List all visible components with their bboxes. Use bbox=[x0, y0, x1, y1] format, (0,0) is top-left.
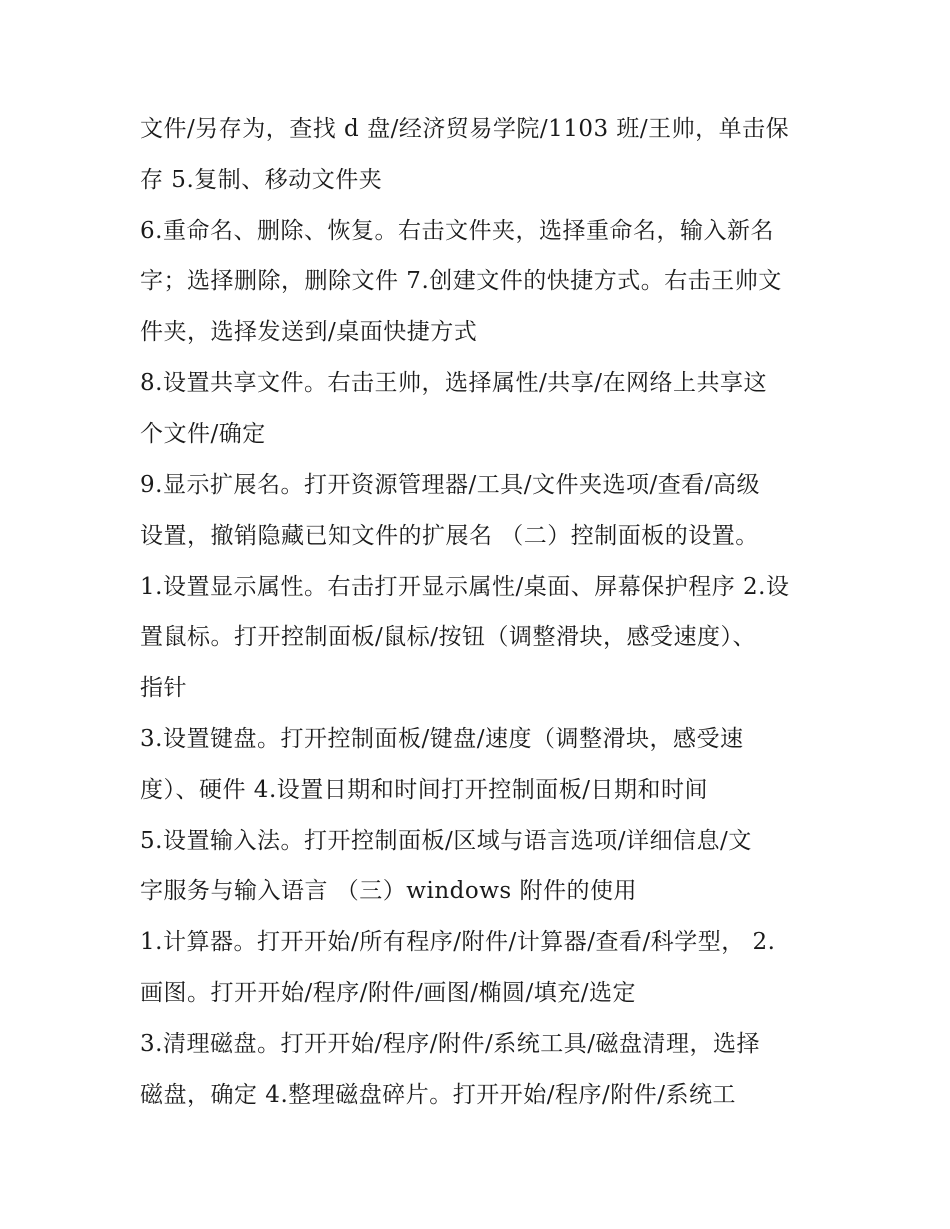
text-line: 个文件/确定 bbox=[140, 421, 266, 447]
text-line: 置鼠标。打开控制面板/鼠标/按钮（调整滑块，感受速度）、 bbox=[140, 624, 756, 650]
text-line: 3.清理磁盘。打开开始/程序/附件/系统工具/磁盘清理，选择 bbox=[140, 1031, 760, 1057]
text-line: 8.设置共享文件。右击王帅，选择属性/共享/在网络上共享这 bbox=[140, 370, 767, 396]
text-line: 指针 bbox=[140, 675, 187, 701]
text-line: 画图。打开开始/程序/附件/画图/椭圆/填充/选定 bbox=[140, 980, 636, 1006]
text-line: 3.设置键盘。打开控制面板/键盘/速度（调整滑块，感受速 bbox=[140, 726, 744, 752]
text-line: 字；选择删除，删除文件 7.创建文件的快捷方式。右击王帅文 bbox=[140, 268, 782, 294]
text-line: 件夹，选择发送到/桌面快捷方式 bbox=[140, 319, 478, 345]
text-line: 存 5.复制、移动文件夹 bbox=[140, 167, 383, 193]
text-line: 设置，撤销隐藏已知文件的扩展名 （二）控制面板的设置。 bbox=[140, 523, 759, 549]
text-line: 度）、硬件 4.设置日期和时间打开控制面板/日期和时间 bbox=[140, 777, 709, 803]
text-line: 文件/另存为，查找 d 盘/经济贸易学院/1103 班/王帅，单击保 bbox=[140, 116, 790, 142]
text-line: 1.计算器。打开开始/所有程序/附件/计算器/查看/科学型， 2. bbox=[140, 929, 776, 955]
text-line: 字服务与输入语言 （三）windows 附件的使用 bbox=[140, 878, 638, 904]
text-line: 6.重命名、删除、恢复。右击文件夹，选择重命名，输入新名 bbox=[140, 218, 774, 244]
text-line: 5.设置输入法。打开控制面板/区域与语言选项/详细信息/文 bbox=[140, 828, 752, 854]
text-line: 1.设置显示属性。右击打开显示属性/桌面、屏幕保护程序 2.设 bbox=[140, 574, 790, 600]
text-line: 磁盘，确定 4.整理磁盘碎片。打开开始/程序/附件/系统工 bbox=[140, 1082, 737, 1108]
text-line: 9.显示扩展名。打开资源管理器/工具/文件夹选项/查看/高级 bbox=[140, 472, 760, 498]
